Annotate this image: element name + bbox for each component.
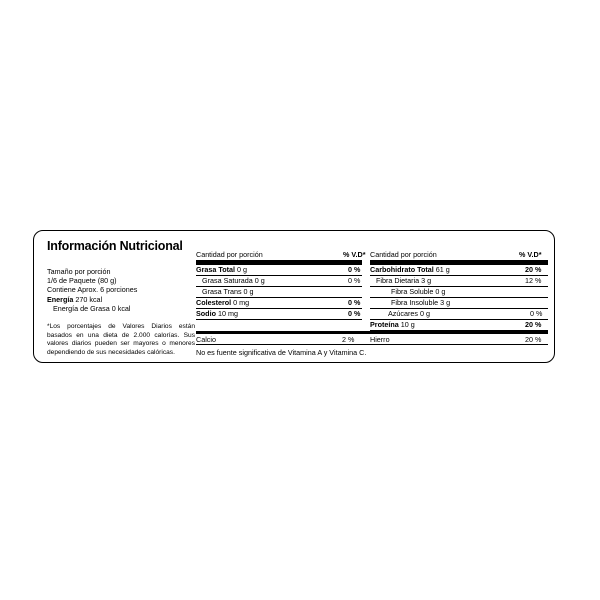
nutrient-dv: 12 % — [525, 276, 542, 285]
nutrient-name: Grasa Total — [196, 265, 236, 274]
nutrient-amount: 61 g — [435, 265, 450, 274]
footnote: *Los porcentajes de Valores Diarios están basados en una dieta de 2.000 calorías. Sus valores diarios pueden ser mayores o menores dependiendo de sus necesidades calóricas. — [47, 323, 195, 356]
nutrient-dv: 20 % — [525, 320, 542, 329]
table-row — [370, 265, 548, 276]
energy-line — [47, 295, 197, 304]
table-row — [196, 298, 362, 309]
dv-header: % V.D* — [343, 250, 366, 259]
table-row — [370, 320, 548, 331]
nutrient-name: Sodio — [196, 309, 216, 318]
nutrient-name: Carbohidrato Total — [370, 265, 434, 274]
label-title: Información Nutricional — [47, 239, 183, 253]
nutrient-dv: 0 % — [348, 298, 361, 307]
nutrient-dv: 0 % — [348, 265, 361, 274]
servings-per-package: Contiene Aprox. 6 porciones — [47, 285, 138, 295]
nutrient-name: Fibra Dietaria 3 g — [376, 276, 432, 285]
serving-size-label: Tamaño por porción — [47, 267, 111, 276]
amount-header: Cantidad por porción — [196, 250, 263, 259]
nutrient-table-right — [370, 249, 548, 331]
dv-header: % V.D* — [519, 250, 542, 259]
nutrient-amount: 0 mg — [233, 298, 250, 307]
table-row — [196, 265, 362, 276]
nutrient-name: Grasa Saturada 0 g — [202, 276, 265, 285]
mineral-name: Calcio — [196, 335, 216, 344]
fat-energy: Energía de Grasa 0 kcal — [53, 303, 131, 313]
table-row — [196, 287, 362, 298]
nutrient-name: Colesterol — [196, 298, 232, 307]
table-row — [370, 298, 548, 309]
table-header — [196, 249, 366, 261]
thick-divider — [196, 331, 548, 334]
mineral-dv: 20 % — [525, 335, 542, 344]
nutrient-table-left — [196, 249, 366, 320]
divider — [196, 344, 548, 345]
serving-info — [47, 239, 197, 357]
nutrient-name: Fibra Soluble 0 g — [391, 287, 446, 296]
nutrient-dv: 0 % — [530, 309, 543, 318]
nutrient-dv: 0 % — [348, 309, 361, 318]
energy-label: Energía — [47, 294, 74, 304]
nutrition-label — [33, 230, 555, 363]
table-row — [370, 276, 548, 287]
nutrient-dv: 0 % — [348, 276, 361, 285]
nutrient-dv: 20 % — [525, 265, 542, 274]
nutrient-amount: 10 g — [400, 320, 415, 329]
table-header — [370, 249, 548, 261]
nutrient-name: Azúcares 0 g — [388, 309, 430, 318]
table-row — [196, 309, 362, 320]
table-row — [370, 287, 548, 298]
mineral-dv: 2 % — [342, 335, 355, 344]
nutrient-name: Fibra Insoluble 3 g — [391, 298, 451, 307]
table-row — [370, 309, 548, 320]
nutrient-amount: 10 mg — [217, 309, 238, 318]
energy-value: 270 kcal — [75, 294, 103, 304]
serving-size-value: 1/6 de Paquete (80 g) — [47, 276, 117, 286]
amount-header: Cantidad por porción — [370, 250, 437, 259]
vitamin-note: No es fuente significativa de Vitamina A y Vitamina C. — [196, 348, 367, 357]
nutrient-name: Proteína — [370, 320, 399, 329]
table-row — [196, 276, 362, 287]
nutrient-name: Grasa Trans 0 g — [202, 287, 254, 296]
mineral-name: Hierro — [370, 335, 390, 344]
nutrient-amount: 0 g — [237, 265, 248, 274]
